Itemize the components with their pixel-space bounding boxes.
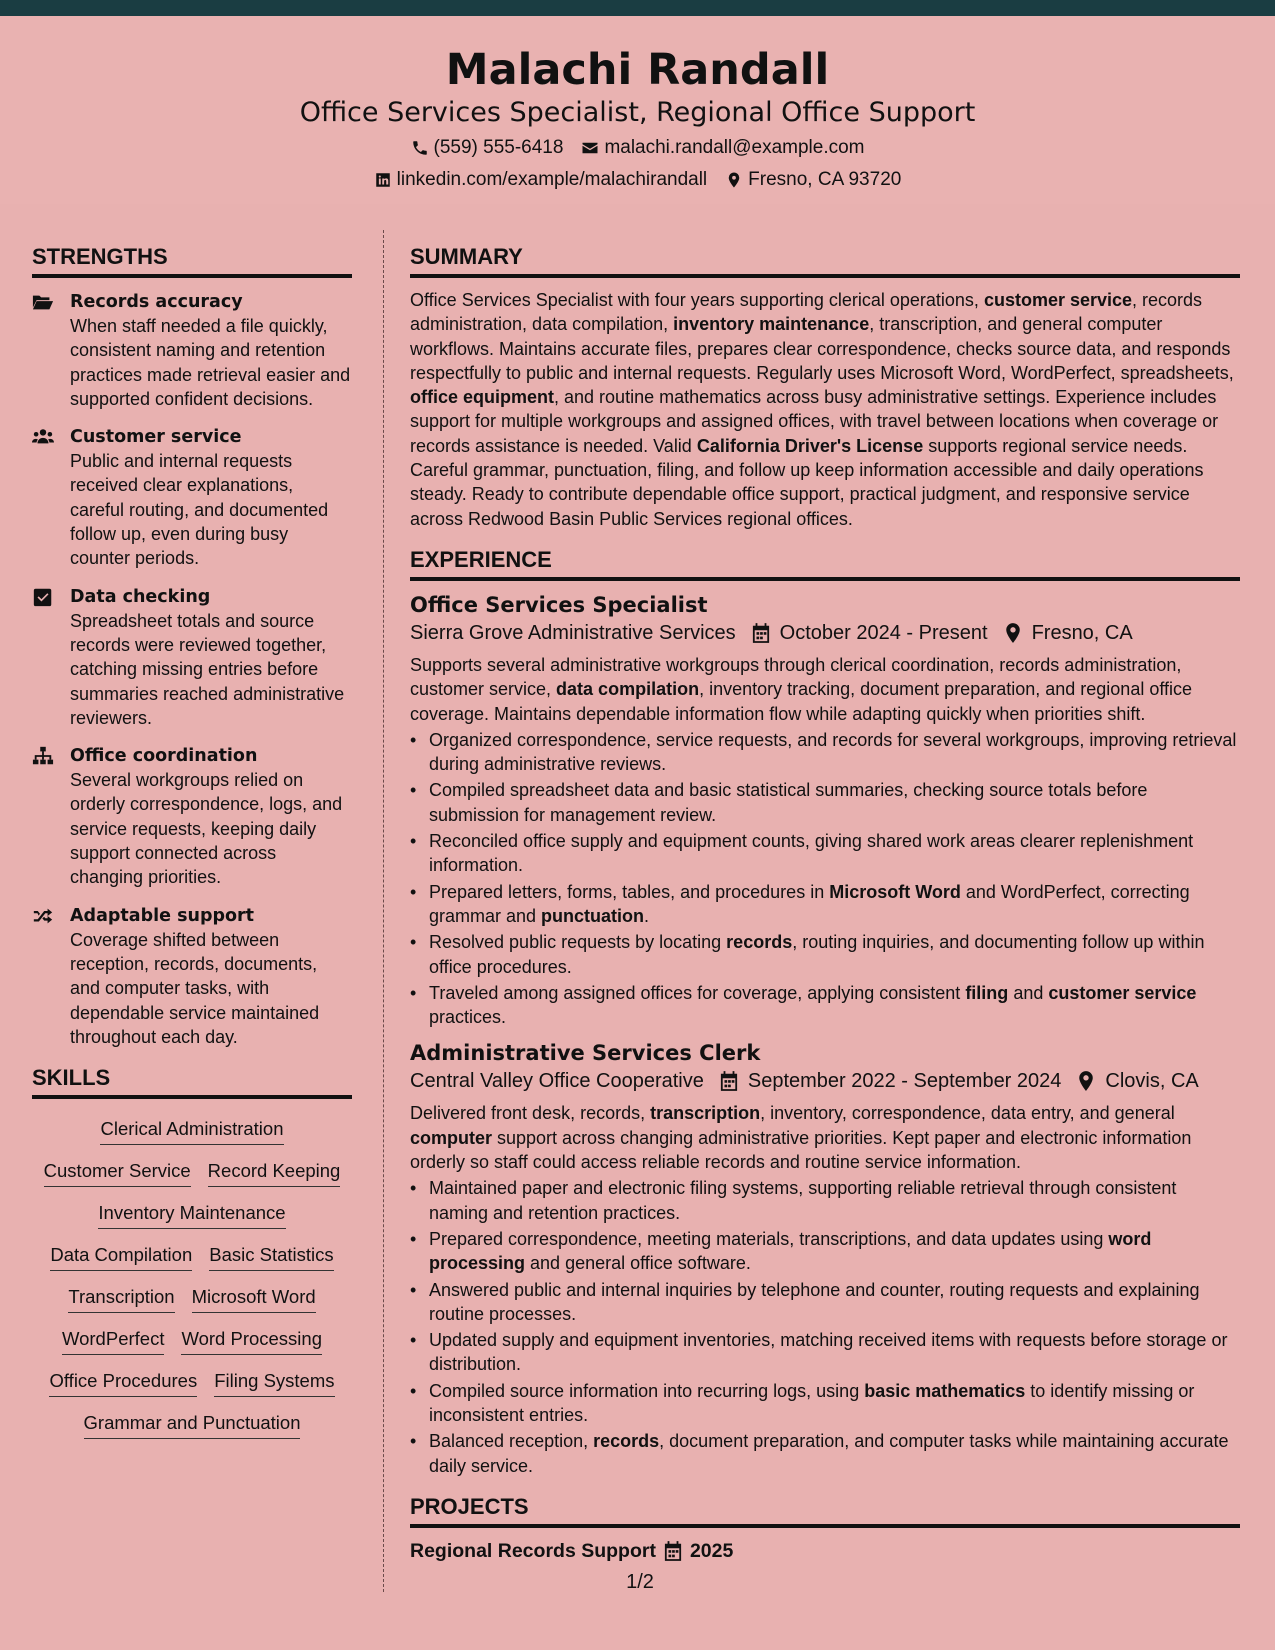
skill-tag: Basic Statistics bbox=[209, 1243, 333, 1271]
skills-list bbox=[32, 1111, 352, 1439]
strength-title: Data checking bbox=[70, 586, 211, 607]
strength-item bbox=[32, 425, 352, 570]
project-title: Regional Records Support bbox=[410, 1539, 656, 1562]
left-column bbox=[32, 242, 352, 1453]
strength-item bbox=[32, 585, 352, 730]
strength-desc: When staff needed a file quickly, consistent naming and retention practices made retrieval easier and supported confident decisions. bbox=[70, 316, 351, 409]
bold-keyword: inventory maintenance bbox=[673, 314, 870, 335]
job-bullets bbox=[410, 1176, 1240, 1478]
phone-text: (559) 555-6418 bbox=[433, 137, 564, 158]
skill-row bbox=[32, 1285, 352, 1313]
right-column bbox=[410, 242, 1240, 1564]
job-meta bbox=[410, 1067, 1240, 1095]
contact-location bbox=[725, 168, 901, 192]
bullet-item: • Reconciled office supply and equipment counts, giving shared work areas clearer replenishment information. bbox=[410, 829, 1240, 878]
strength-item bbox=[32, 290, 352, 411]
bullet-item: • Prepared correspondence, meeting materials, transcriptions, and data updates using word processing and general office software. bbox=[410, 1227, 1240, 1276]
strength-item bbox=[32, 904, 352, 1049]
bold-keyword: punctuation bbox=[541, 905, 645, 926]
summary-text: Office Services Specialist with four years supporting clerical operations, customer service, records administration, data compilation, inventory maintenance, transcription, and general computer workflows. Maintains accurate files, prepares clear correspondence, checks source data, and responds respectfully to public and internal requests. Regularly uses Microsoft Word, WordPerfect, spreadsheets, office equipment, and routine mathematics across busy administrative settings. Experience includes support for multiple workgroups and assigned offices, with travel between locations when coverage or records assistance is needed. Valid California Driver's License supports regional service needs. Careful grammar, punctuation, filing, and follow up keep information accessible and daily operations steady. Ready to contribute dependable office support, practical judgment, and responsive service across Redwood Basin Public Services regional offices. bbox=[410, 290, 1234, 529]
envelope-icon bbox=[581, 139, 599, 157]
page-number: 1/2 bbox=[626, 1571, 654, 1593]
job-description: Supports several administrative workgroups through clerical coordination, records administration, customer service, data compilation, inventory tracking, document preparation, and regional office coverage. Maintains dependable information flow while adapting quickly when priorities shift. bbox=[410, 654, 1193, 724]
bold-keyword: transcription bbox=[650, 1103, 761, 1124]
strength-desc: Several workgroups relied on orderly correspondence, logs, and service requests, keeping daily support connected across changing priorities. bbox=[70, 770, 343, 888]
job-location: Fresno, CA bbox=[1031, 621, 1133, 644]
map-pin-icon bbox=[725, 171, 743, 189]
skill-tag: Transcription bbox=[68, 1285, 174, 1313]
skill-row bbox=[32, 1369, 352, 1397]
bold-keyword: word processing bbox=[429, 1228, 1152, 1274]
job-location: Clovis, CA bbox=[1105, 1070, 1199, 1093]
skill-tag: Grammar and Punctuation bbox=[84, 1411, 301, 1439]
job-company: Sierra Grove Administrative Services bbox=[410, 621, 736, 644]
job-meta bbox=[410, 619, 1240, 647]
map-pin-icon bbox=[1077, 1071, 1095, 1091]
skill-row bbox=[32, 1117, 352, 1145]
check-square-icon bbox=[32, 587, 54, 607]
candidate-name: Malachi Randall bbox=[445, 45, 830, 95]
job-dates: September 2022 - September 2024 bbox=[747, 1070, 1062, 1093]
skill-tag: Microsoft Word bbox=[192, 1285, 316, 1313]
bullet-item: • Answered public and internal inquiries by telephone and counter, routing requests and explaining routine processes. bbox=[410, 1278, 1240, 1327]
bold-keyword: Microsoft Word bbox=[829, 881, 961, 902]
shuffle-icon bbox=[32, 906, 54, 926]
job-title: Office Services Specialist bbox=[410, 592, 708, 617]
bullet-item: • Compiled spreadsheet data and basic statistical summaries, checking source totals before submission for management review. bbox=[410, 778, 1240, 827]
skill-row bbox=[32, 1243, 352, 1271]
bold-keyword: records bbox=[726, 932, 793, 953]
job-title: Administrative Services Clerk bbox=[410, 1041, 761, 1066]
calendar-icon bbox=[752, 623, 770, 643]
job-entry bbox=[410, 591, 1240, 1029]
skill-tag: Word Processing bbox=[181, 1327, 322, 1355]
strength-desc: Spreadsheet totals and source records were reviewed together, catching missing entries before summaries reached administrative reviewers. bbox=[70, 610, 345, 728]
location-text: Fresno, CA 93720 bbox=[748, 169, 902, 190]
skill-row bbox=[32, 1201, 352, 1229]
bold-keyword: data compilation bbox=[556, 679, 700, 700]
job-description: Delivered front desk, records, transcription, inventory, correspondence, data entry, and general computer support across changing administrative priorities. Kept paper and electronic information orderly so staff could access reliable records and routine service information. bbox=[410, 1103, 1192, 1173]
column-divider bbox=[383, 230, 384, 1592]
job-entry bbox=[410, 1039, 1240, 1477]
strength-title: Records accuracy bbox=[70, 292, 243, 312]
bullet-item: • Balanced reception, records, document preparation, and computer tasks while maintaining accurate daily service. bbox=[410, 1429, 1240, 1478]
skill-tag: Data Compilation bbox=[50, 1243, 192, 1271]
job-dates: October 2024 - Present bbox=[779, 621, 988, 644]
bold-keyword: office equipment bbox=[410, 387, 555, 408]
strength-item bbox=[32, 744, 352, 889]
bullet-item: • Maintained paper and electronic filing systems, supporting reliable retrieval through consistent naming and retention practices. bbox=[410, 1176, 1240, 1225]
skill-tag: Record Keeping bbox=[208, 1159, 341, 1187]
strength-desc: Public and internal requests received clear explanations, careful routing, and documented follow up, even during busy counter periods. bbox=[70, 451, 329, 569]
skills-heading: SKILLS bbox=[32, 1063, 352, 1099]
bullet-item: • Traveled among assigned offices for coverage, applying consistent filing and customer service practices. bbox=[410, 981, 1240, 1030]
skill-row bbox=[32, 1159, 352, 1187]
bold-keyword: filing bbox=[965, 982, 1009, 1003]
calendar-icon bbox=[720, 1071, 738, 1091]
phone-icon bbox=[411, 139, 429, 157]
bullet-item: • Resolved public requests by locating records, routing inquiries, and documenting follow up within office procedures. bbox=[410, 930, 1240, 979]
skill-row bbox=[32, 1327, 352, 1355]
linkedin-text[interactable]: linkedin.com/example/malachirandall bbox=[396, 169, 708, 190]
skill-tag: Customer Service bbox=[44, 1159, 191, 1187]
contact-row-2 bbox=[0, 168, 1275, 192]
skill-tag: Filing Systems bbox=[214, 1369, 334, 1397]
experience-heading: EXPERIENCE bbox=[410, 545, 1240, 581]
job-bullets bbox=[410, 728, 1240, 1030]
linkedin-icon bbox=[374, 171, 392, 189]
bold-keyword: basic mathematics bbox=[864, 1380, 1026, 1401]
email-text[interactable]: malachi.randall@example.com bbox=[604, 137, 865, 158]
strength-title: Customer service bbox=[70, 427, 242, 448]
top-accent-bar bbox=[0, 0, 1275, 16]
strength-title: Office coordination bbox=[70, 746, 258, 767]
resume-header bbox=[0, 16, 1275, 204]
strength-desc: Coverage shifted between reception, records, documents, and computer tasks, with dependable service maintained throughout each day. bbox=[70, 929, 320, 1047]
folder-open-icon bbox=[32, 292, 54, 312]
contact-row-1 bbox=[0, 136, 1275, 160]
summary-section bbox=[410, 242, 1240, 531]
candidate-title: Office Services Specialist, Regional Office Support bbox=[299, 97, 976, 128]
projects-heading: PROJECTS bbox=[410, 1492, 1240, 1528]
strength-title: Adaptable support bbox=[70, 905, 255, 926]
map-pin-icon bbox=[1004, 623, 1022, 643]
skill-tag: Office Procedures bbox=[49, 1369, 197, 1397]
bullet-item: • Compiled source information into recurring logs, using basic mathematics to identify missing or inconsistent entries. bbox=[410, 1379, 1240, 1428]
bullet-item: • Organized correspondence, service requests, and records for several workgroups, improving retrieval during administrative reviews. bbox=[410, 728, 1240, 777]
project-year: 2025 bbox=[689, 1539, 734, 1562]
skill-row bbox=[32, 1411, 352, 1439]
calendar-icon bbox=[664, 1541, 682, 1561]
bullet-item: • Updated supply and equipment inventories, matching received items with requests before storage or distribution. bbox=[410, 1328, 1240, 1377]
job-company: Central Valley Office Cooperative bbox=[410, 1070, 704, 1093]
bold-keyword: California Driver's License bbox=[696, 435, 924, 456]
contact-email[interactable] bbox=[581, 136, 864, 160]
contact-phone bbox=[411, 136, 564, 160]
bold-keyword: computer bbox=[410, 1127, 493, 1148]
bold-keyword: customer service bbox=[1048, 982, 1197, 1003]
skill-tag: WordPerfect bbox=[62, 1327, 164, 1355]
sitemap-icon bbox=[32, 746, 54, 766]
contact-linkedin[interactable] bbox=[374, 168, 708, 192]
skill-tag: Clerical Administration bbox=[100, 1117, 283, 1145]
bold-keyword: records bbox=[593, 1431, 660, 1452]
users-icon bbox=[32, 427, 54, 447]
bold-keyword: customer service bbox=[983, 290, 1133, 310]
summary-heading: SUMMARY bbox=[410, 242, 1240, 278]
skill-tag: Inventory Maintenance bbox=[98, 1201, 285, 1229]
project-entry bbox=[410, 1538, 1240, 1564]
bullet-item: • Prepared letters, forms, tables, and procedures in Microsoft Word and WordPerfect, correcting grammar and punctuation. bbox=[410, 880, 1240, 929]
strengths-heading: STRENGTHS bbox=[32, 242, 352, 278]
